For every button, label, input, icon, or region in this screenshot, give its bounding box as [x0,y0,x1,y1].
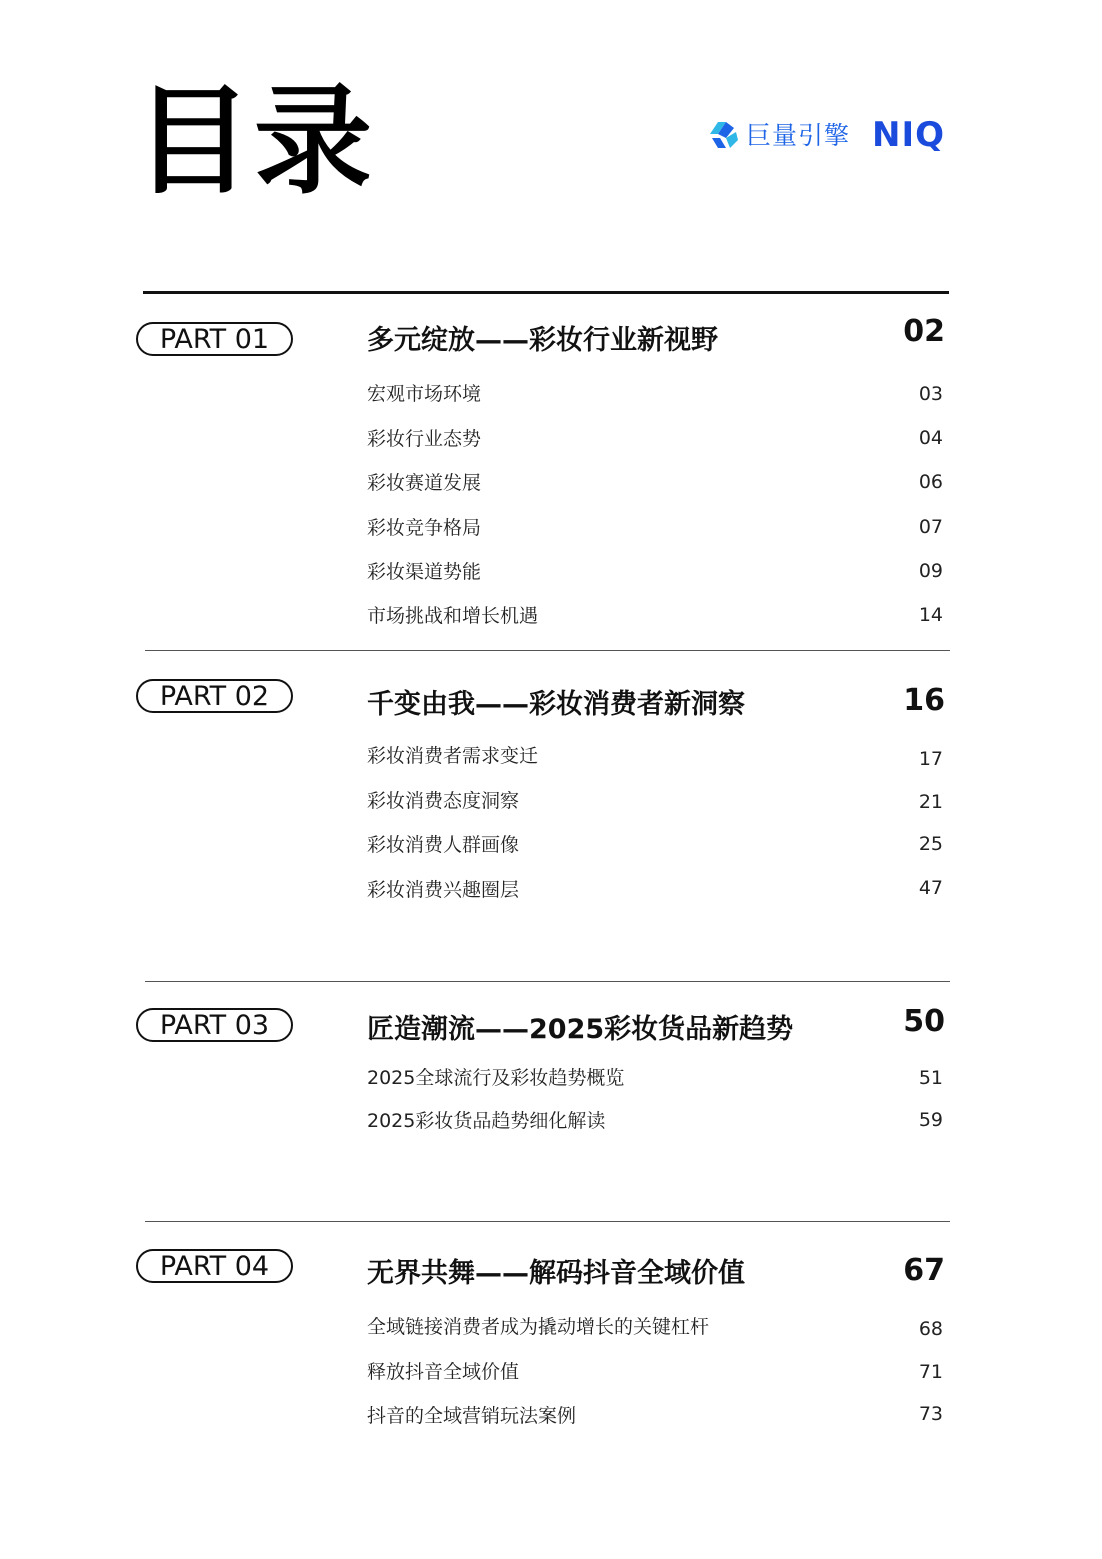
toc-item-page: 71 [918,1361,943,1383]
toc-item-page: 14 [918,604,943,626]
top-divider [143,291,949,294]
toc-item[interactable]: 彩妆消费者需求变迁 [367,745,539,767]
niq-logo: NIQ [872,115,946,155]
toc-item-page: 09 [918,560,943,582]
toc-item-page: 21 [918,791,943,813]
part-01-title[interactable]: 多元绽放——彩妆行业新视野 [367,325,718,356]
toc-item[interactable]: 释放抖音全域价值 [367,1361,520,1383]
part-03-title[interactable]: 匠造潮流——2025彩妆货品新趋势 [367,1014,794,1045]
toc-item[interactable]: 全域链接消费者成为撬动增长的关键杠杆 [367,1316,710,1338]
toc-item-page: 68 [918,1318,943,1340]
toc-item[interactable]: 彩妆行业态势 [367,428,482,450]
page-title: 目录 [134,72,375,210]
logo-group [706,114,951,156]
toc-item[interactable]: 2025全球流行及彩妆趋势概览 [367,1067,625,1089]
toc-item-page: 07 [918,516,943,538]
ocean-engine-text: 巨量引擎 [746,121,851,150]
toc-item[interactable]: 彩妆消费态度洞察 [367,790,520,812]
toc-item[interactable]: 市场挑战和增长机遇 [367,605,539,627]
toc-item[interactable]: 宏观市场环境 [367,383,482,405]
toc-item-page: 03 [918,383,943,405]
toc-item[interactable]: 2025彩妆货品趋势细化解读 [367,1110,606,1132]
toc-item-page: 73 [918,1403,943,1425]
toc-item[interactable]: 彩妆消费兴趣圈层 [367,879,520,901]
toc-item-page: 06 [918,471,943,493]
toc-item[interactable]: 彩妆渠道势能 [367,561,482,583]
part-02-page: 16 [903,683,945,718]
part-01-page: 02 [903,314,945,349]
toc-item-page: 25 [918,833,943,855]
section-divider [145,650,950,651]
part-03-badge: PART 03 [136,1008,293,1042]
section-divider [145,1221,950,1222]
toc-item[interactable]: 抖音的全域营销玩法案例 [367,1405,577,1427]
part-04-badge: PART 04 [136,1249,293,1283]
part-04-title[interactable]: 无界共舞——解码抖音全域价值 [367,1258,745,1289]
toc-item-page: 04 [918,427,943,449]
toc-item[interactable]: 彩妆竞争格局 [367,517,482,539]
ocean-engine-icon [706,116,742,152]
toc-item-page: 47 [918,877,943,899]
part-01-badge: PART 01 [136,322,293,356]
toc-item[interactable]: 彩妆消费人群画像 [367,834,520,856]
part-02-title[interactable]: 千变由我——彩妆消费者新洞察 [367,689,745,720]
part-04-page: 67 [903,1253,945,1288]
toc-item[interactable]: 彩妆赛道发展 [367,472,482,494]
section-divider [145,981,950,982]
toc-item-page: 17 [918,748,943,770]
part-03-page: 50 [903,1004,945,1039]
toc-item-page: 59 [918,1109,943,1131]
part-02-badge: PART 02 [136,679,293,713]
ocean-engine-logo [706,116,850,152]
toc-item-page: 51 [918,1067,943,1089]
